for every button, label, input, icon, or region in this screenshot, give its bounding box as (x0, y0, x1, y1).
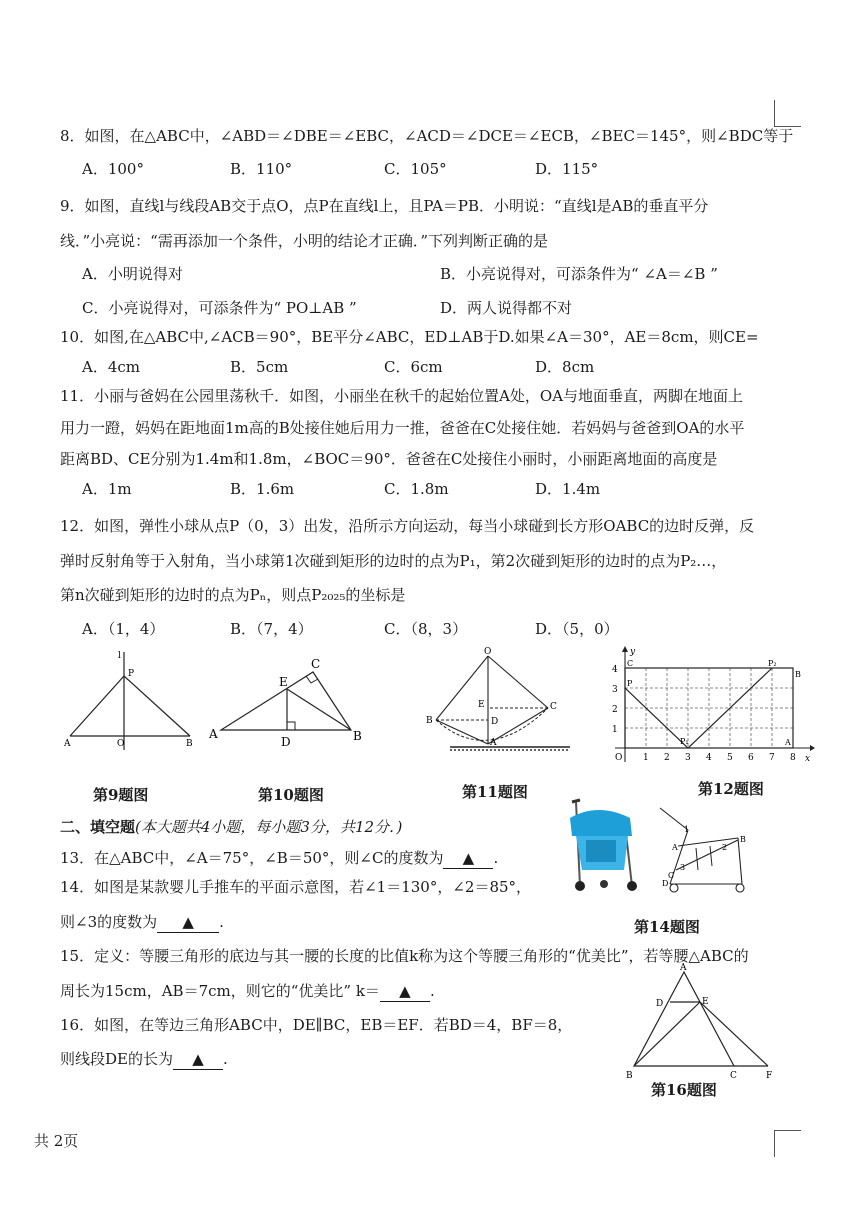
q8-option-a: A．100° (82, 160, 144, 178)
fig11-label-e: E (478, 700, 485, 710)
fig12-label-p1: P₁ (680, 737, 689, 746)
q16-line-2 (60, 1049, 228, 1070)
caption-figure-11: 第11题图 (462, 783, 528, 801)
q12-line-3: 第n次碰到矩形的边时的点为Pₙ，则点P₂₀₂₅的坐标是 (60, 586, 406, 604)
section-2-header (60, 817, 402, 837)
q11-option-b: B．1.6m (230, 480, 295, 498)
stroller-wheel-3 (600, 880, 608, 888)
corner-mark-bottom-right (774, 1130, 801, 1157)
corner-mark-top-right (774, 100, 801, 127)
fig14-label-a: A (672, 843, 678, 852)
stroller-seat-back (586, 840, 616, 862)
fig16-label-d: D (656, 999, 664, 1009)
fig12-x-tick-2: 2 (664, 753, 670, 763)
fig10-label-c: C (311, 657, 321, 671)
q11-line-2: 用力一蹬，妈妈在距地面1m高的B处接住她后用力一推，爸爸在C处接住她．若妈妈与爸爸到OA的水平 (60, 419, 745, 437)
fig12-x-tick-labels (643, 753, 796, 763)
fig10-label-b: B (353, 729, 362, 743)
fig16-label-e: E (702, 997, 709, 1007)
figure-12 (600, 644, 815, 772)
fig12-x-tick-8: 8 (790, 753, 796, 763)
caption-figure-16: 第16题图 (651, 1081, 717, 1099)
q11-line-3: 距离BD、CE分别为1.4m和1.8m，∠BOC＝90°．爸爸在C处接住小丽时，小丽距离地面的高度是 (60, 450, 718, 468)
q10-option-d: D．8cm (535, 358, 595, 376)
q16-line-1: 16．如图，在等边三角形ABC中，DE∥BC，EB＝EF．若BD＝4，BF＝8， (60, 1016, 573, 1034)
q15-answer-blank[interactable]: ▲ (380, 981, 430, 1002)
fig10-label-e: E (279, 675, 288, 689)
fig14-label-c: C (668, 871, 675, 880)
q10-stem: 10．如图,在△ABC中,∠ACB＝90°，BE平分∠ABC，ED⊥AB于D.如果∠A＝30°，AE＝8cm，则CE= (60, 328, 759, 346)
caption-figure-9: 第9题图 (93, 786, 149, 804)
fig11-segment-ba (436, 720, 488, 744)
q8-option-b: B．110° (230, 160, 293, 178)
fig14-wheel-left (670, 884, 678, 892)
stroller-handle (572, 800, 580, 802)
fig12-y-tick-4: 4 (612, 665, 618, 675)
fig12-grid (625, 668, 793, 748)
q12-line-1: 12．如图，弹性小球从点P（0，3）出发，沿所示方向运动，每当小球碰到长方形OABC的边时反弹，反 (60, 517, 755, 535)
fig16-label-c: C (730, 1071, 737, 1081)
fig14-label-1: 1 (684, 825, 690, 834)
fig12-x-tick-3: 3 (685, 753, 691, 763)
q14-end: . (219, 913, 224, 931)
fig12-x-tick-1: 1 (643, 753, 649, 763)
q11-option-c: C．1.8m (384, 480, 449, 498)
fig12-x-tick-4: 4 (706, 753, 712, 763)
q11-option-a: A．1m (82, 480, 132, 498)
fig9-label-b: B (186, 739, 193, 749)
fig11-label-a: A (490, 738, 497, 748)
stroller-canopy (570, 810, 632, 836)
q8-option-d: D．115° (535, 160, 599, 178)
fig10-label-a: A (209, 727, 218, 741)
page-footer: 共 2页 (34, 1132, 79, 1150)
fig12-x-arrow (810, 745, 815, 751)
fig9-segment-pb (124, 676, 190, 736)
fig12-label-p: P (627, 679, 633, 688)
fig12-label-p2: P₂ (768, 659, 777, 668)
q12-option-a: A．（1，4） (82, 620, 165, 638)
fig12-label-x: x (805, 754, 811, 764)
q10-option-c: C．6cm (384, 358, 443, 376)
caption-figure-14: 第14题图 (634, 918, 700, 936)
q12-option-c: C．（8，3） (384, 620, 468, 638)
figure-11 (420, 646, 575, 761)
fig12-y-tick-3: 3 (612, 685, 618, 695)
fig14-rod-b (738, 838, 742, 884)
q9-line-2: 线．”小亮说：“需再添加一个条件，小明的结论才正确．”下列判断正确的是 (60, 232, 549, 250)
fig11-segment-ob (436, 656, 488, 720)
fig11-label-d: D (491, 717, 499, 727)
fig9-label-o: O (117, 739, 125, 749)
q9-option-c: C．小亮说得对，可添条件为“ PO⊥AB ” (82, 299, 357, 317)
q13-answer-blank[interactable]: ▲ (443, 848, 493, 869)
stroller-wheel-1 (575, 881, 585, 891)
fig14-label-3: 3 (680, 863, 686, 872)
fig9-label-l: l (118, 651, 121, 661)
q9-option-a: A．小明说得对 (82, 265, 183, 283)
fig10-right-angle-d (287, 722, 295, 730)
q12-line-2: 弹时反射角等于入射角，当小球第1次碰到矩形的边时的点为P₁，第2次碰到矩形的边时的点为P₂…， (60, 552, 727, 570)
q16-text: 则线段DE的长为 (60, 1050, 173, 1068)
fig12-x-tick-5: 5 (727, 753, 733, 763)
stroller-wheel-2 (627, 881, 637, 891)
fig11-label-c: C (550, 702, 557, 712)
q12-option-b: B．（7，4） (230, 620, 313, 638)
section-2-note: (本大题共4小题，每小题3分，共12分．) (135, 818, 403, 836)
fig12-label-o: O (615, 753, 623, 763)
q15-line-1: 15．定义：等腰三角形的底边与其一腰的长度的比值k称为这个等腰三角形的“优美比”，若等腰△ABC的 (60, 947, 749, 965)
q12-option-d: D．（5，0） (535, 620, 619, 638)
stroller-photo (558, 796, 646, 896)
fig11-segment-oc (488, 656, 548, 708)
q14-line-2 (60, 912, 224, 933)
q15-end: . (429, 982, 435, 1000)
fig9-label-p: P (128, 669, 135, 679)
fig14-seat-2 (710, 846, 712, 866)
fig12-x-tick-6: 6 (748, 753, 754, 763)
fig16-segment-ef (700, 1002, 768, 1066)
q16-answer-blank[interactable]: ▲ (173, 1049, 223, 1070)
fig9-label-a: A (64, 739, 71, 749)
q8-option-c: C．105° (384, 160, 447, 178)
figure-16 (620, 962, 780, 1082)
fig16-label-b: B (626, 1071, 633, 1081)
q15-text: 周长为15cm，AB＝7cm，则它的“优美比” k＝ (60, 982, 380, 1000)
figure-9 (60, 646, 205, 756)
q14-line-1: 14．如图是某款婴儿手推车的平面示意图，若∠1＝130°，∠2＝85°， (60, 878, 532, 896)
fig10-label-d: D (281, 735, 291, 749)
fig12-label-b: B (795, 670, 801, 679)
fig12-x-tick-7: 7 (769, 753, 775, 763)
q9-option-b: B．小亮说得对，可添条件为“ ∠A＝∠B ” (440, 265, 718, 283)
fig11-label-o: O (484, 647, 492, 657)
q9-option-d: D．两人说得都不对 (440, 299, 573, 317)
figure-10 (205, 652, 375, 752)
fig12-label-c: C (627, 659, 634, 668)
q10-option-a: A．4cm (82, 358, 141, 376)
fig16-segment-be (634, 1002, 700, 1066)
q13 (60, 848, 498, 869)
fig14-label-d: D (662, 879, 669, 888)
fig12-y-tick-2: 2 (612, 705, 618, 715)
fig16-label-f: F (766, 1071, 773, 1081)
q14-text: 则∠3的度数为 (60, 913, 158, 931)
fig9-segment-pa (70, 676, 124, 736)
q15-line-2 (60, 981, 435, 1002)
q11-line-1: 11．小丽与爸妈在公园里荡秋千．如图，小丽坐在秋千的起始位置A处，OA与地面垂直，两脚在地面上 (60, 387, 744, 405)
fig12-label-y: y (630, 647, 636, 657)
q16-end: . (222, 1050, 228, 1068)
fig14-wheel-right (736, 884, 744, 892)
fig11-label-b: B (426, 716, 433, 726)
figure-14 (656, 800, 756, 898)
fig10-segment-be (287, 689, 351, 730)
caption-figure-12: 第12题图 (698, 780, 764, 798)
fig14-label-b: B (740, 835, 746, 844)
q14-answer-blank[interactable]: ▲ (157, 912, 219, 933)
fig12-y-tick-1: 1 (612, 725, 618, 735)
q13-text: 13．在△ABC中，∠A＝75°，∠B＝50°，则∠C的度数为 (60, 849, 444, 867)
fig14-label-2: 2 (722, 843, 728, 852)
fig12-label-a: A (785, 738, 791, 747)
fig12-y-tick-labels (612, 665, 618, 735)
fig16-label-a: A (680, 963, 687, 973)
fig12-y-arrow (622, 646, 628, 652)
q13-end: . (493, 849, 499, 867)
caption-figure-10: 第10题图 (258, 786, 324, 804)
q10-option-b: B．5cm (230, 358, 289, 376)
q11-option-d: D．1.4m (535, 480, 601, 498)
q9-line-1: 9．如图，直线l与线段AB交于点O，点P在直线l上，且PA＝PB．小明说：“直线l是AB的垂直平分 (60, 197, 709, 215)
section-2-title: 二、填空题 (60, 818, 136, 836)
q8-stem: 8．如图，在△ABC中，∠ABD＝∠DBE＝∠EBC，∠ACD＝∠DCE＝∠ECB，∠BEC＝145°，则∠BDC等于 (60, 127, 794, 145)
